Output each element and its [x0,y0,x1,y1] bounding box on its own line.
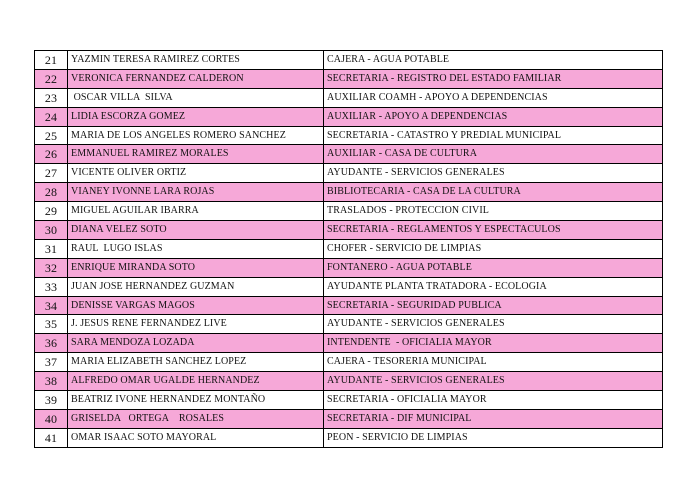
employee-name: GRISELDA ORTEGA ROSALES [68,409,324,428]
document-page [34,50,662,448]
row-number: 25 [35,126,68,145]
employee-name: ENRIQUE MIRANDA SOTO [68,258,324,277]
employee-role: SECRETARIA - SEGURIDAD PUBLICA [324,296,663,315]
employee-role: SECRETARIA - CATASTRO Y PREDIAL MUNICIPAL [324,126,663,145]
employee-name: VICENTE OLIVER ORTIZ [68,164,324,183]
row-number: 41 [35,428,68,447]
employee-name: DIANA VELEZ SOTO [68,221,324,240]
table-row [35,126,663,145]
row-number: 33 [35,277,68,296]
row-number: 38 [35,372,68,391]
employee-role: AUXILIAR - CASA DE CULTURA [324,145,663,164]
employee-name: ALFREDO OMAR UGALDE HERNANDEZ [68,372,324,391]
table-row [35,277,663,296]
employee-role: TRASLADOS - PROTECCION CIVIL [324,202,663,221]
employee-name: YAZMIN TERESA RAMIREZ CORTES [68,51,324,70]
employee-role: AUXILIAR COAMH - APOYO A DEPENDENCIAS [324,88,663,107]
employee-name: VERONICA FERNANDEZ CALDERON [68,69,324,88]
employee-name: VIANEY IVONNE LARA ROJAS [68,183,324,202]
row-number: 30 [35,221,68,240]
row-number: 28 [35,183,68,202]
employee-role: BIBLIOTECARIA - CASA DE LA CULTURA [324,183,663,202]
row-number: 39 [35,391,68,410]
employee-name: MARIA ELIZABETH SANCHEZ LOPEZ [68,353,324,372]
table-row [35,51,663,70]
employee-role: SECRETARIA - DIF MUNICIPAL [324,409,663,428]
table-row [35,69,663,88]
employee-name: EMMANUEL RAMIREZ MORALES [68,145,324,164]
employee-role: FONTANERO - AGUA POTABLE [324,258,663,277]
table-row [35,315,663,334]
employee-role: PEON - SERVICIO DE LIMPIAS [324,428,663,447]
employee-name: JUAN JOSE HERNANDEZ GUZMAN [68,277,324,296]
table-row [35,145,663,164]
employee-role: SECRETARIA - REGLAMENTOS Y ESPECTACULOS [324,221,663,240]
row-number: 27 [35,164,68,183]
table-row [35,409,663,428]
employee-name: SARA MENDOZA LOZADA [68,334,324,353]
employee-name: MIGUEL AGUILAR IBARRA [68,202,324,221]
employee-role: CAJERA - AGUA POTABLE [324,51,663,70]
employee-table-body [35,51,663,448]
employee-role: INTENDENTE - OFICIALIA MAYOR [324,334,663,353]
row-number: 37 [35,353,68,372]
employee-name: BEATRIZ IVONE HERNANDEZ MONTAÑO [68,391,324,410]
employee-name: J. JESUS RENE FERNANDEZ LIVE [68,315,324,334]
employee-name: MARIA DE LOS ANGELES ROMERO SANCHEZ [68,126,324,145]
table-row [35,334,663,353]
table-row [35,88,663,107]
employee-role: CHOFER - SERVICIO DE LIMPIAS [324,239,663,258]
row-number: 36 [35,334,68,353]
row-number: 22 [35,69,68,88]
employee-role: SECRETARIA - OFICIALIA MAYOR [324,391,663,410]
employee-role: AYUDANTE - SERVICIOS GENERALES [324,315,663,334]
table-row [35,258,663,277]
employee-role: AYUDANTE - SERVICIOS GENERALES [324,164,663,183]
table-row [35,202,663,221]
employee-role: SECRETARIA - REGISTRO DEL ESTADO FAMILIAR [324,69,663,88]
employee-name: OMAR ISAAC SOTO MAYORAL [68,428,324,447]
table-row [35,372,663,391]
table-row [35,353,663,372]
table-row [35,221,663,240]
table-row [35,183,663,202]
table-row [35,391,663,410]
employee-role: AYUDANTE PLANTA TRATADORA - ECOLOGIA [324,277,663,296]
row-number: 23 [35,88,68,107]
employee-table [34,50,663,448]
employee-role: AUXILIAR - APOYO A DEPENDENCIAS [324,107,663,126]
row-number: 31 [35,239,68,258]
table-row [35,164,663,183]
employee-name: DENISSE VARGAS MAGOS [68,296,324,315]
row-number: 24 [35,107,68,126]
row-number: 29 [35,202,68,221]
row-number: 26 [35,145,68,164]
row-number: 32 [35,258,68,277]
table-row [35,428,663,447]
employee-role: AYUDANTE - SERVICIOS GENERALES [324,372,663,391]
employee-role: CAJERA - TESORERIA MUNICIPAL [324,353,663,372]
table-row [35,239,663,258]
table-row [35,296,663,315]
employee-name: LIDIA ESCORZA GOMEZ [68,107,324,126]
row-number: 21 [35,51,68,70]
row-number: 35 [35,315,68,334]
employee-name: RAUL LUGO ISLAS [68,239,324,258]
row-number: 40 [35,409,68,428]
table-row [35,107,663,126]
employee-name: OSCAR VILLA SILVA [68,88,324,107]
row-number: 34 [35,296,68,315]
